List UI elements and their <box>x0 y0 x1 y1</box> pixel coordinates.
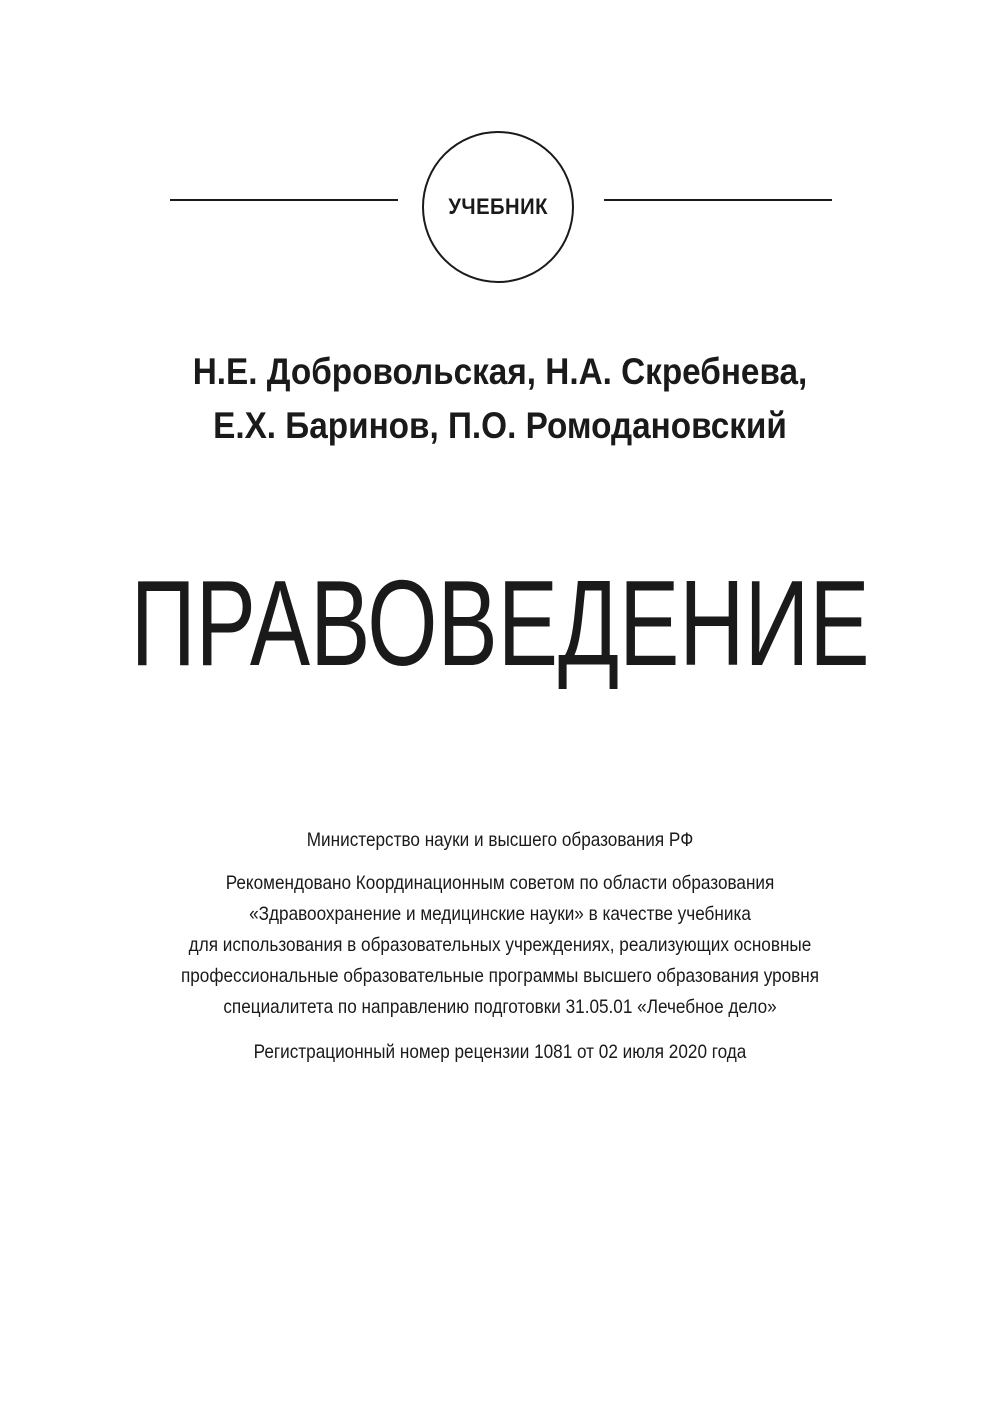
recommendation-line: Рекомендовано Координационным советом по области образования <box>225 872 775 894</box>
recommendation-line: специалитета по направлению подготовки 31.05.01 «Лечебное дело» <box>223 996 777 1018</box>
divider-left <box>170 199 398 201</box>
recommendation-line: «Здравоохранение и медицинские науки» в качестве учебника <box>249 903 751 925</box>
ministry-line: Министерство науки и высшего образования РФ <box>306 829 694 851</box>
authors <box>0 345 1000 453</box>
divider-right <box>604 199 832 201</box>
recommendation-line: профессиональные образовательные программы высшего образования уровня <box>180 965 820 987</box>
authors-line-2: Е.Х. Баринов, П.О. Ромодановский <box>213 405 787 446</box>
recommendation-line: для использования в образовательных учреждениях, реализующих основные <box>188 934 812 956</box>
approval-info <box>0 825 1000 1068</box>
book-title-text: ПРАВОВЕДЕНИЕ <box>130 555 870 691</box>
registration-line: Регистрационный номер рецензии 1081 от 02 июля 2020 года <box>253 1041 747 1063</box>
textbook-badge-label: УЧЕБНИК <box>448 194 548 219</box>
recommendation-block <box>0 868 1000 1023</box>
book-title <box>0 548 1000 698</box>
textbook-badge <box>422 131 574 283</box>
authors-line-1: Н.Е. Добровольская, Н.А. Скребнева, <box>192 351 808 392</box>
